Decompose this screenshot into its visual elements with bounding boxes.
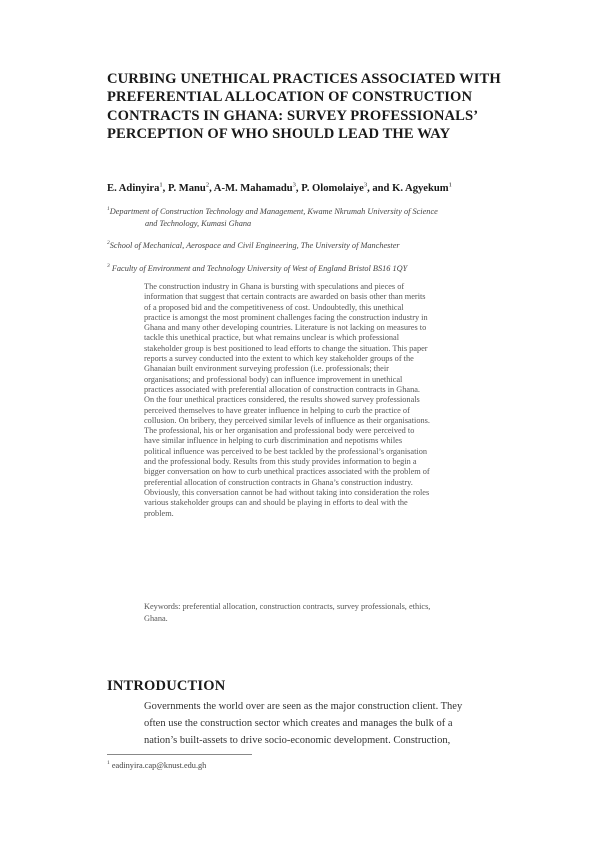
- abstract-line: stakeholder group is best positioned to lead efforts to change the situation. This paper: [144, 343, 428, 353]
- abstract-line: bigger conversation on how to curb unethical practices associated with the problem of: [144, 467, 430, 477]
- abstract-line: The professional, his or her organisation and professional body were perceived to: [144, 426, 415, 436]
- keywords-line: Ghana.: [144, 614, 168, 623]
- footnote-divider: [107, 754, 252, 755]
- intro-line: nation’s built-assets to drive socio-economic development. Construction,: [144, 735, 451, 746]
- intro-line: Governments the world over are seen as the major construction client. They: [144, 701, 463, 712]
- abstract-line: have similar influence in helping to curb discrimination and nepotisms whiles: [144, 436, 403, 446]
- footnote: $^1$ eadinyira.cap@knust.edu.gh: [107, 760, 207, 770]
- abstract-line: tackle this unethical practice, but what remains unclear is which professional: [144, 333, 400, 343]
- abstract-line: collusion. On bribery, they perceived similar levels of influence as their organisations.: [144, 415, 430, 425]
- intro-line: often use the construction sector which creates and manages the bulk of a: [144, 718, 453, 729]
- author-3: A-M. Mahamadu$^3$,: [213, 181, 302, 194]
- abstract-line: and the professional body. Results from this study provides information to begin a: [144, 457, 417, 467]
- abstract-line: reports a survey conducted into the extent to which key stakeholder groups of the: [144, 354, 414, 364]
- affiliation-1: $^1$Department of Construction Technology and Management, Kwame Nkrumah University of Science and Technology, Kumasi Ghana: [107, 206, 438, 228]
- keywords-line: Keywords: preferential allocation, construction contracts, survey professionals, ethics,: [144, 602, 431, 611]
- abstract-line: The construction industry in Ghana is bursting with speculations and pieces of: [144, 282, 405, 291]
- affiliation-2: $^2$School of Mechanical, Aerospace and Civil Engineering, The University of Manchester: [107, 240, 400, 250]
- introduction-paragraph: [144, 698, 502, 749]
- abstract-line: organisations; and professional body) can influence improvement in unethical: [144, 374, 403, 384]
- author-4: P. Olomolaiye$^3$, and: [301, 181, 393, 194]
- affiliation-3: $^3$ Faculty of Environment and Technology University of West of England Bristol BS16 1QY: [107, 263, 408, 273]
- author-1: E. Adinyira$^1$,: [107, 181, 168, 194]
- footnote-email: eadinyira.cap@knust.edu.gh: [109, 760, 207, 770]
- abstract-line: various stakeholder groups can and should be playing in efforts to deal with the: [144, 498, 408, 508]
- abstract-line: Obviously, this conversation cannot be had without taking into consideration the roles: [144, 487, 430, 497]
- abstract-line: preferential allocation of construction contracts in Ghana’s construction industry.: [144, 477, 413, 487]
- paper-title: CURBING UNETHICAL PRACTICES ASSOCIATED WITH PREFERENTIAL ALLOCATION OF CONSTRUCTION CONTRACTS IN GHANA: SURVEY PROFESSIONALS’ PERCEPTION OF WHO SHOULD LEAD THE WAY: [107, 71, 501, 143]
- abstract-line: of a proposed bid and the competitiveness of cost. Undoubtedly, this unethical: [144, 302, 404, 312]
- abstract-line: information that suggest that certain contracts are awarded on basis other than merits: [144, 292, 426, 302]
- abstract-line: perceived themselves to have greater influence in helping to curb the practice of: [144, 405, 410, 415]
- keywords: [144, 601, 494, 625]
- author-2: P. Manu$^2$,: [167, 181, 214, 194]
- abstract-line: political influence was perceived to be best tackled by the professional’s organisation: [144, 446, 428, 456]
- abstract-line: problem.: [144, 508, 174, 518]
- abstract: [144, 282, 494, 519]
- abstract-line: practice is amongst the most prominent challenges facing the construction industry in: [144, 312, 428, 322]
- author-list: [107, 178, 527, 196]
- author-5: K. Agyekum$^1$: [392, 181, 452, 194]
- abstract-line: Ghana and many other developing countries. Literature is not lacking on measures to: [144, 323, 427, 333]
- abstract-line: practices associated with preferential allocation of construction contracts in Ghana.: [144, 384, 420, 394]
- abstract-line: On the four unethical practices considered, the results showed survey professionals: [144, 395, 420, 405]
- section-heading-introduction: INTRODUCTION: [107, 678, 226, 694]
- abstract-line: Ghanaian built environment surveying profession (i.e. professionals; their: [144, 364, 389, 374]
